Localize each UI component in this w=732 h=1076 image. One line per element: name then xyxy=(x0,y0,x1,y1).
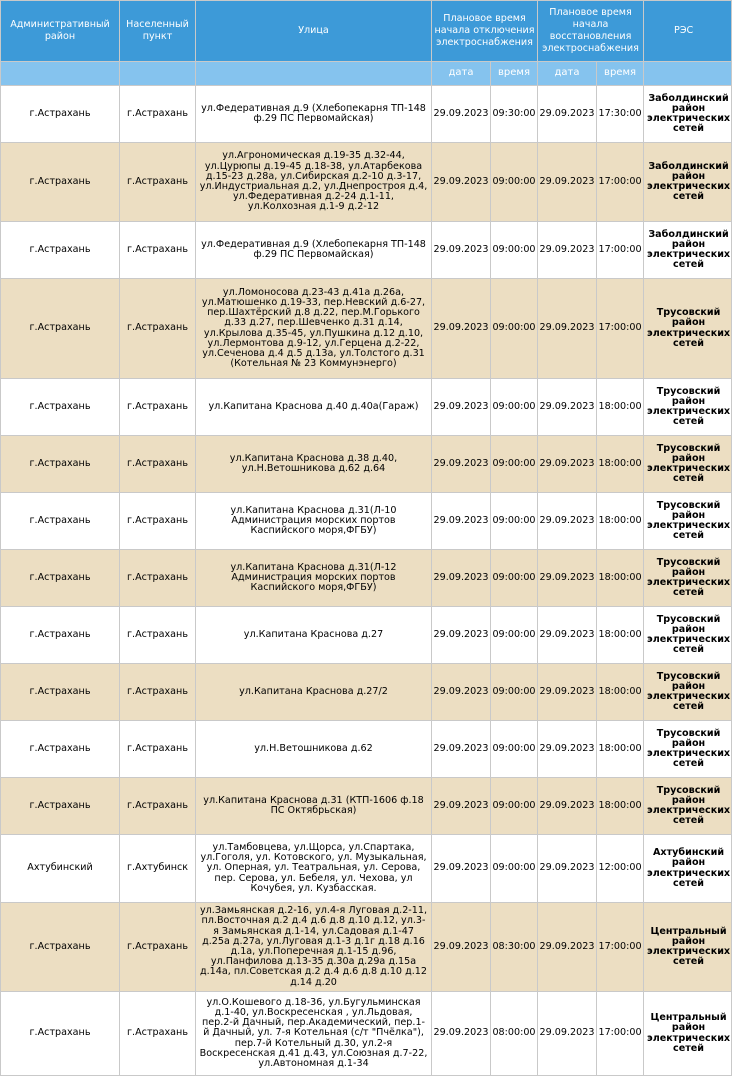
locality-cell: г.Астрахань xyxy=(120,379,196,436)
street-cell: ул.Ломоносова д.23-43 д.41а д.26а, ул.Матюшенко д.19-33, пер.Невский д.6-27, пер.Шахтёрский д.8 д.22, пер.М.Горького д.33 д.27, пер.Шевченко д.31 д.14, ул.Крылова д.35-45, ул.Пушкина д.12 д.10, ул.Лермонтова д.9-12, ул.Герцена д.2-22, ул.Сеченова д.4 д.5 д.13а, ул.Толстого д.31 (Котельная № 23 Коммунэнерго) xyxy=(196,279,432,379)
res-line: район xyxy=(671,566,706,578)
table-row xyxy=(1,835,732,903)
res-line: Трусовский xyxy=(656,670,721,682)
street-cell: ул.Капитана Краснова д.31(Л-12 Администрация морских портов Каспийского моря,ФГБУ) xyxy=(196,550,432,607)
res-line: Трусовский xyxy=(656,442,721,454)
on-date-cell: 29.09.2023 xyxy=(538,778,597,835)
table-body xyxy=(1,86,732,1076)
off-date-cell: 29.09.2023 xyxy=(432,992,491,1076)
res-line: Заболдинский xyxy=(648,160,729,172)
table-row xyxy=(1,992,732,1076)
district-cell: г.Астрахань xyxy=(1,86,120,143)
on-date-cell: 29.09.2023 xyxy=(538,279,597,379)
res-line: электрических xyxy=(647,520,731,531)
district-cell: Ахтубинский xyxy=(1,835,120,903)
subheader-on-date: дата xyxy=(538,62,597,86)
off-time-cell: 09:00:00 xyxy=(491,436,538,493)
res-line: электрических xyxy=(647,634,731,645)
off-date-cell: 29.09.2023 xyxy=(432,607,491,664)
res-line: электрических xyxy=(647,181,731,192)
district-cell: г.Астрахань xyxy=(1,721,120,778)
on-time-cell: 18:00:00 xyxy=(597,379,644,436)
res-line: Трусовский xyxy=(656,613,721,625)
table-row xyxy=(1,607,732,664)
res-cell xyxy=(644,835,732,903)
district-cell: г.Астрахань xyxy=(1,664,120,721)
res-line: сетей xyxy=(673,473,705,485)
off-date-cell: 29.09.2023 xyxy=(432,835,491,903)
off-time-cell: 09:00:00 xyxy=(491,222,538,279)
res-cell xyxy=(644,222,732,279)
res-line: район xyxy=(671,452,706,464)
off-time-cell: 09:00:00 xyxy=(491,607,538,664)
street-cell: ул.Замьянская д.2-16, ул.4-я Луговая д.2-11, пл.Восточная д.2 д.4 д.6 д.8 д.10 д.12, ул.3-я Замьянская д.1-14, ул.Садовая д.1-47 д.25а д.27а, ул.Луговая д.1-3 д.1г д.18 д.16 д.1а, ул.Поперечная д.1-15 д.96, ул.Панфилова д.13-35 д.30а д.29а д.15а д.14а, пл.Советская д.2 д.4 д.6 д.8 д.10 д.12 д.14 д.20 xyxy=(196,903,432,992)
locality-cell: г.Астрахань xyxy=(120,550,196,607)
res-line: Центральный xyxy=(650,925,727,937)
res-line: сетей xyxy=(673,530,705,542)
res-cell xyxy=(644,493,732,550)
on-time-cell: 12:00:00 xyxy=(597,835,644,903)
res-cell xyxy=(644,86,732,143)
district-cell: г.Астрахань xyxy=(1,379,120,436)
street-cell: ул.Капитана Краснова д.40 д.40а(Гараж) xyxy=(196,379,432,436)
district-cell: г.Астрахань xyxy=(1,436,120,493)
on-time-cell: 18:00:00 xyxy=(597,778,644,835)
res-cell xyxy=(644,143,732,222)
district-cell: г.Астрахань xyxy=(1,143,120,222)
off-time-cell: 09:00:00 xyxy=(491,550,538,607)
res-cell xyxy=(644,664,732,721)
res-line: электрических xyxy=(647,691,731,702)
off-time-cell: 09:00:00 xyxy=(491,279,538,379)
on-date-cell: 29.09.2023 xyxy=(538,222,597,279)
res-line: район xyxy=(671,170,706,182)
res-line: электрических xyxy=(647,867,731,879)
res-cell xyxy=(644,279,732,379)
street-cell: ул.Федеративная д.9 (Хлебопекарня ТП-148 ф.29 ПС Первомайская) xyxy=(196,222,432,279)
street-cell: ул.Тамбовцева, ул.Щорса, ул.Спартака, ул.Гоголя, ул. Котовского, ул. Музыкальная, ул. Оперная, ул. Театральная, ул. Серова, пер. Серова, ул. Бебеля, ул. Чехова, ул Кочубея, ул. Кузбасская. xyxy=(196,835,432,903)
on-time-cell: 17:00:00 xyxy=(597,143,644,222)
on-date-cell: 29.09.2023 xyxy=(538,721,597,778)
district-cell: г.Астрахань xyxy=(1,903,120,992)
district-cell: г.Астрахань xyxy=(1,550,120,607)
table-row xyxy=(1,143,732,222)
street-cell: ул.Федеративная д.9 (Хлебопекарня ТП-148 ф.29 ПС Первомайская) xyxy=(196,86,432,143)
locality-cell: г.Астрахань xyxy=(120,86,196,143)
locality-cell: г.Астрахань xyxy=(120,607,196,664)
off-time-cell: 09:00:00 xyxy=(491,778,538,835)
locality-cell: г.Астрахань xyxy=(120,664,196,721)
res-line: электрических xyxy=(647,805,731,816)
on-date-cell: 29.09.2023 xyxy=(538,550,597,607)
on-date-cell: 29.09.2023 xyxy=(538,903,597,992)
off-date-cell: 29.09.2023 xyxy=(432,778,491,835)
on-date-cell: 29.09.2023 xyxy=(538,143,597,222)
off-date-cell: 29.09.2023 xyxy=(432,222,491,279)
locality-cell: г.Астрахань xyxy=(120,721,196,778)
res-line: электрических xyxy=(647,946,731,957)
res-line: сетей xyxy=(673,758,705,770)
off-time-cell: 09:30:00 xyxy=(491,86,538,143)
off-time-cell: 09:00:00 xyxy=(491,379,538,436)
off-time-cell: 09:00:00 xyxy=(491,143,538,222)
table-row xyxy=(1,778,732,835)
header-row xyxy=(1,1,732,62)
off-time-cell: 08:30:00 xyxy=(491,903,538,992)
street-cell: ул.Агрономическая д.19-35 д.32-44, ул.Цурюпы д.19-45 д.18-38, ул.Атарбекова д.15-23 д.28а, ул.Сибирская д.2-10 д.3-17, ул.Индустриальная д.2, ул.Днепростроя д.4, ул.Федеративная д.2-24 д.1-11, ул.Колхозная д.1-9 д.2-12 xyxy=(196,143,432,222)
on-time-cell: 18:00:00 xyxy=(597,721,644,778)
street-cell: ул.О.Кошевого д.18-36, ул.Бугульминская д.1-40, ул.Воскресенская , ул.Льдовая, пер.2-й Дачный, пер.Академический, пер.1-й Дачный, ул. 7-я Котельная (с/т "Пчёлка"), пер.7-й Котельный д.30, ул.2-я Воскресенская д.41 д.43, ул.Союзная д.7-22, ул.Автономная д.1-34 xyxy=(196,992,432,1076)
off-time-cell: 09:00:00 xyxy=(491,664,538,721)
street-cell: ул.Капитана Краснова д.31 (КТП-1606 ф.18 ПС Октябрьская) xyxy=(196,778,432,835)
locality-cell: г.Астрахань xyxy=(120,436,196,493)
res-line: район xyxy=(671,857,706,869)
table-row xyxy=(1,550,732,607)
off-time-cell: 09:00:00 xyxy=(491,835,538,903)
res-line: электрических xyxy=(647,327,731,339)
on-time-cell: 17:30:00 xyxy=(597,86,644,143)
off-date-cell: 29.09.2023 xyxy=(432,493,491,550)
res-line: район xyxy=(671,935,706,947)
on-time-cell: 18:00:00 xyxy=(597,493,644,550)
header-res: РЭС xyxy=(644,1,732,62)
res-cell xyxy=(644,778,732,835)
off-date-cell: 29.09.2023 xyxy=(432,550,491,607)
res-line: сетей xyxy=(673,587,705,599)
on-time-cell: 17:00:00 xyxy=(597,222,644,279)
res-line: Ахтубинский xyxy=(652,847,725,859)
off-date-cell: 29.09.2023 xyxy=(432,436,491,493)
res-cell xyxy=(644,721,732,778)
res-line: район xyxy=(671,238,706,250)
district-cell: г.Астрахань xyxy=(1,778,120,835)
on-date-cell: 29.09.2023 xyxy=(538,607,597,664)
res-line: электрических xyxy=(647,406,731,417)
res-line: сетей xyxy=(673,644,705,656)
off-time-cell: 09:00:00 xyxy=(491,721,538,778)
subheader-off-time: время xyxy=(491,62,538,86)
table-row xyxy=(1,379,732,436)
res-line: сетей xyxy=(673,1042,705,1054)
off-date-cell: 29.09.2023 xyxy=(432,86,491,143)
table-row xyxy=(1,493,732,550)
on-date-cell: 29.09.2023 xyxy=(538,436,597,493)
res-line: район xyxy=(671,680,706,692)
res-line: Заболдинский xyxy=(648,228,729,240)
header-district: Административный район xyxy=(1,1,120,62)
subheader-empty xyxy=(1,62,120,86)
subheader-empty xyxy=(120,62,196,86)
off-date-cell: 29.09.2023 xyxy=(432,903,491,992)
res-line: сетей xyxy=(673,956,705,968)
subheader-off-date: дата xyxy=(432,62,491,86)
locality-cell: г.Астрахань xyxy=(120,778,196,835)
district-cell: г.Астрахань xyxy=(1,992,120,1076)
off-date-cell: 29.09.2023 xyxy=(432,279,491,379)
district-cell: г.Астрахань xyxy=(1,493,120,550)
res-line: Трусовский xyxy=(656,385,721,397)
street-cell: ул.Капитана Краснова д.38 д.40, ул.Н.Ветошникова д.62 д.64 xyxy=(196,436,432,493)
on-date-cell: 29.09.2023 xyxy=(538,379,597,436)
res-line: Трусовский xyxy=(656,307,721,319)
on-date-cell: 29.09.2023 xyxy=(538,992,597,1076)
res-line: сетей xyxy=(673,815,705,827)
res-line: Заболдинский xyxy=(648,92,729,104)
off-date-cell: 29.09.2023 xyxy=(432,664,491,721)
table-row xyxy=(1,903,732,992)
res-line: район xyxy=(671,737,706,749)
on-date-cell: 29.09.2023 xyxy=(538,664,597,721)
res-line: Трусовский xyxy=(656,499,721,511)
locality-cell: г.Астрахань xyxy=(120,279,196,379)
locality-cell: г.Астрахань xyxy=(120,992,196,1076)
res-line: сетей xyxy=(673,416,705,428)
res-line: электрических xyxy=(647,463,731,474)
header-on-time: Плановое время начала восстановления электроснабжения xyxy=(538,1,644,62)
subheader-row xyxy=(1,62,732,86)
res-line: электрических xyxy=(647,577,731,588)
res-line: район xyxy=(671,317,706,329)
subheader-empty xyxy=(196,62,432,86)
res-line: район xyxy=(671,102,706,114)
res-cell xyxy=(644,607,732,664)
res-line: сетей xyxy=(673,259,705,271)
table-row xyxy=(1,721,732,778)
res-line: Центральный xyxy=(650,1012,727,1024)
res-line: сетей xyxy=(673,123,705,135)
res-cell xyxy=(644,436,732,493)
off-time-cell: 08:00:00 xyxy=(491,992,538,1076)
on-time-cell: 18:00:00 xyxy=(597,607,644,664)
res-cell xyxy=(644,992,732,1076)
res-line: электрических xyxy=(647,113,731,124)
res-line: район xyxy=(671,623,706,635)
res-line: Трусовский xyxy=(656,556,721,568)
subheader-on-time: время xyxy=(597,62,644,86)
table-row xyxy=(1,279,732,379)
on-time-cell: 17:00:00 xyxy=(597,992,644,1076)
locality-cell: г.Астрахань xyxy=(120,222,196,279)
res-line: сетей xyxy=(673,877,705,889)
street-cell: ул.Капитана Краснова д.27/2 xyxy=(196,664,432,721)
on-date-cell: 29.09.2023 xyxy=(538,835,597,903)
res-line: Трусовский xyxy=(656,784,721,796)
header-street: Улица xyxy=(196,1,432,62)
res-line: электрических xyxy=(647,249,731,260)
res-line: район xyxy=(671,794,706,806)
res-line: Трусовский xyxy=(656,727,721,739)
table-row xyxy=(1,664,732,721)
off-time-cell: 09:00:00 xyxy=(491,493,538,550)
res-line: электрических xyxy=(647,1032,731,1044)
street-cell: ул.Капитана Краснова д.27 xyxy=(196,607,432,664)
on-time-cell: 18:00:00 xyxy=(597,550,644,607)
res-line: электрических xyxy=(647,748,731,759)
district-cell: г.Астрахань xyxy=(1,279,120,379)
locality-cell: г.Ахтубинск xyxy=(120,835,196,903)
res-line: сетей xyxy=(673,337,705,349)
res-cell xyxy=(644,379,732,436)
street-cell: ул.Капитана Краснова д.31(Л-10 Администрация морских портов Каспийского моря,ФГБУ) xyxy=(196,493,432,550)
on-time-cell: 17:00:00 xyxy=(597,903,644,992)
table-row xyxy=(1,222,732,279)
header-off-time: Плановое время начала отключения электроснабжения xyxy=(432,1,538,62)
off-date-cell: 29.09.2023 xyxy=(432,721,491,778)
on-time-cell: 17:00:00 xyxy=(597,279,644,379)
on-time-cell: 18:00:00 xyxy=(597,664,644,721)
on-date-cell: 29.09.2023 xyxy=(538,493,597,550)
off-date-cell: 29.09.2023 xyxy=(432,143,491,222)
res-line: сетей xyxy=(673,191,705,203)
subheader-empty xyxy=(644,62,732,86)
header-locality: Населенный пункт xyxy=(120,1,196,62)
table-row xyxy=(1,436,732,493)
district-cell: г.Астрахань xyxy=(1,607,120,664)
street-cell: ул.Н.Ветошникова д.62 xyxy=(196,721,432,778)
district-cell: г.Астрахань xyxy=(1,222,120,279)
off-date-cell: 29.09.2023 xyxy=(432,379,491,436)
locality-cell: г.Астрахань xyxy=(120,903,196,992)
locality-cell: г.Астрахань xyxy=(120,143,196,222)
on-time-cell: 18:00:00 xyxy=(597,436,644,493)
table-row xyxy=(1,86,732,143)
res-cell xyxy=(644,550,732,607)
res-line: район xyxy=(671,509,706,521)
on-date-cell: 29.09.2023 xyxy=(538,86,597,143)
res-line: район xyxy=(671,395,706,407)
locality-cell: г.Астрахань xyxy=(120,493,196,550)
res-line: район xyxy=(671,1022,706,1034)
res-line: сетей xyxy=(673,701,705,713)
res-cell xyxy=(644,903,732,992)
